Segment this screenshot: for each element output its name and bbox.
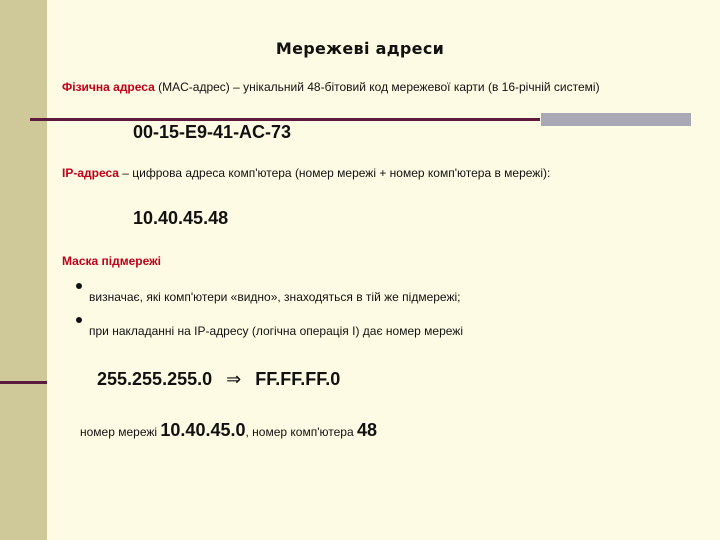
ip-address-label: IP-адреса xyxy=(62,166,119,180)
mac-address-value: 00-15-E9-41-AC-73 xyxy=(133,122,292,142)
bottom-band-divider xyxy=(0,381,47,384)
mask-decimal-value: 255.255.255.0 xyxy=(97,369,213,389)
mask-bullet-1: визначає, які комп'ютери «видно», знаходяться в тій же підмережі; xyxy=(89,290,461,304)
result-line xyxy=(80,420,377,441)
network-number-label: номер мережі xyxy=(80,425,158,439)
physical-address-line xyxy=(62,80,600,94)
host-number-label: номер комп'ютера xyxy=(252,425,354,439)
slide-title: Мережеві адреси xyxy=(275,39,445,58)
gray-decorative-block xyxy=(541,113,691,126)
mask-hex-value: FF.FF.FF.0 xyxy=(255,369,341,389)
ip-address-line xyxy=(62,166,550,180)
physical-address-label: Фізична адреса xyxy=(62,80,155,94)
bullet-icon xyxy=(76,283,82,289)
subnet-mask-label: Маска підмережі xyxy=(62,254,161,268)
top-divider-line xyxy=(30,118,540,121)
physical-address-description: (MAC-адрес) – унікальний 48-бітовий код мережевої карти (в 16-річній системі) xyxy=(154,80,600,94)
ip-address-value: 10.40.45.48 xyxy=(133,208,229,228)
left-decorative-band xyxy=(0,0,47,540)
result-separator: , xyxy=(245,425,249,439)
implies-arrow-icon: ⇒ xyxy=(226,369,242,389)
bullet-icon xyxy=(76,317,82,323)
mask-bullet-2: при накладанні на IP-адресу (логічна операція І) дає номер мережі xyxy=(89,324,463,338)
network-number-value: 10.40.45.0 xyxy=(160,420,246,440)
ip-address-description: – цифрова адреса комп'ютера (номер мережі + номер комп'ютера в мережі): xyxy=(118,166,551,180)
host-number-value: 48 xyxy=(356,420,377,440)
mask-conversion xyxy=(97,369,340,390)
